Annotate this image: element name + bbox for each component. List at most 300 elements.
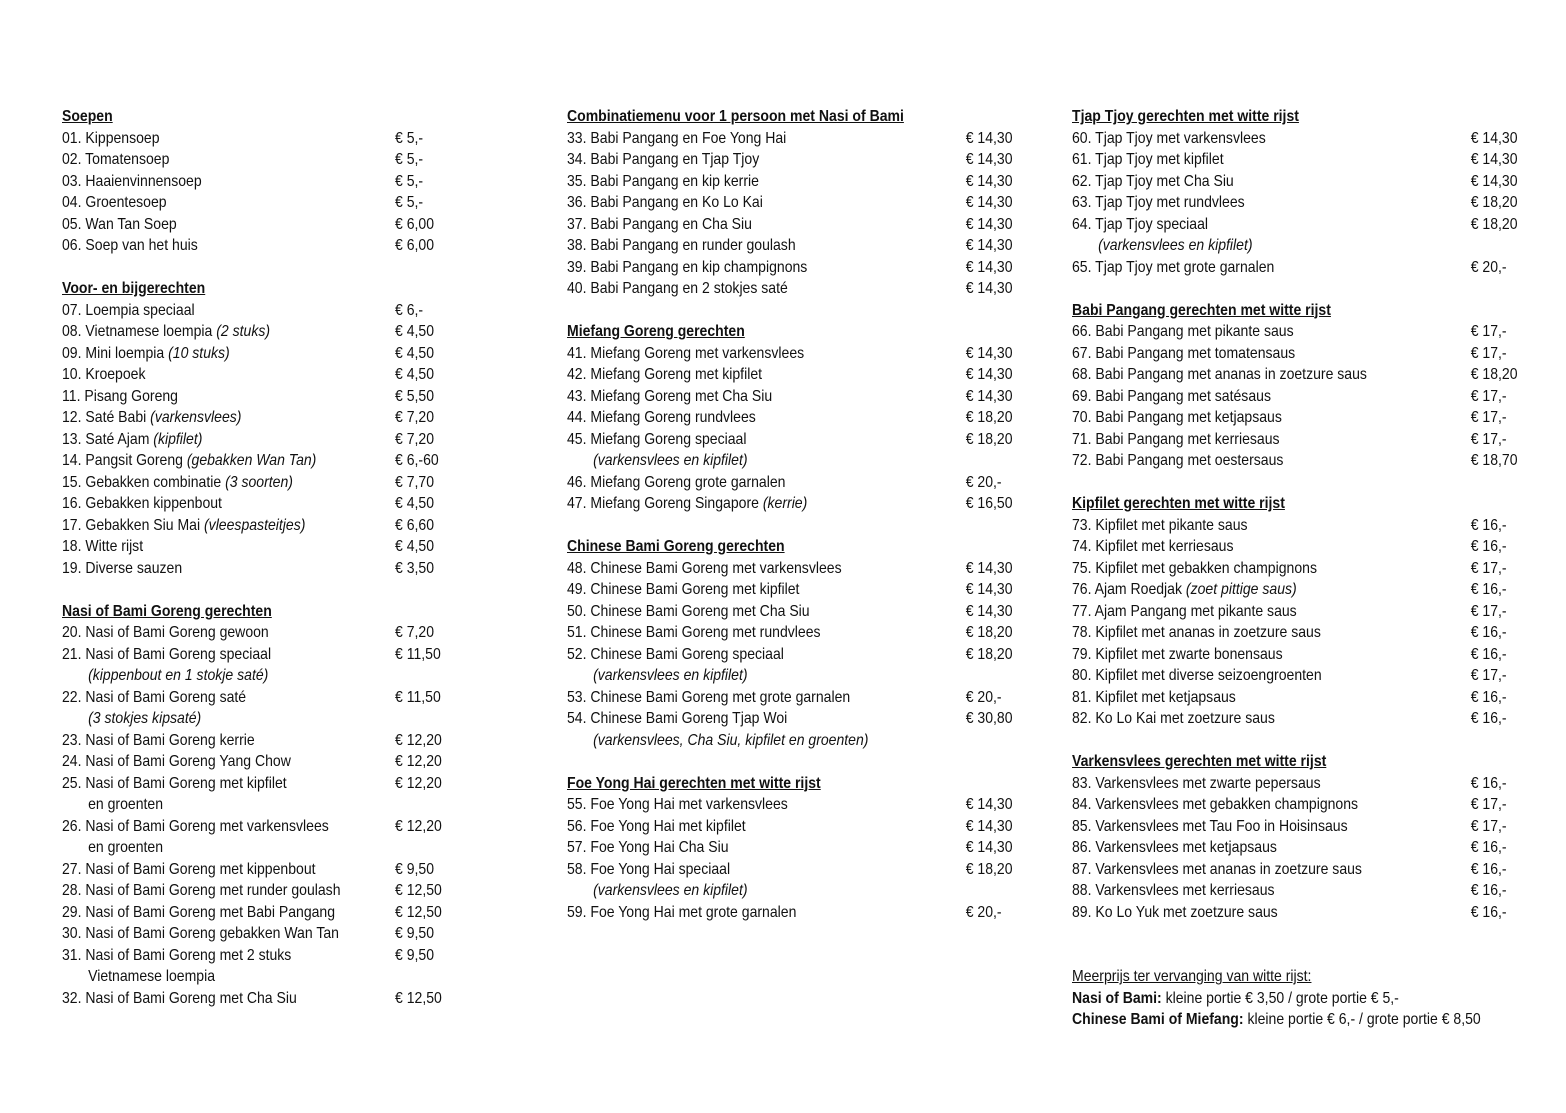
item-price: € 14,30 xyxy=(965,559,1013,577)
menu-item xyxy=(567,407,1013,429)
item-name: 57. Foe Yong Hai Cha Siu xyxy=(567,839,729,856)
item-price: € 14,30 xyxy=(965,839,1013,856)
menu-item xyxy=(62,235,440,257)
item-price: € 20,- xyxy=(965,688,1002,706)
item-name: 67. Babi Pangang met tomatensaus xyxy=(1072,344,1296,362)
section-heading: Kipfilet gerechten met witte rijst xyxy=(1072,495,1285,512)
item-name: 27. Nasi of Bami Goreng met kippenbout xyxy=(62,860,316,878)
item-name: 41. Miefang Goreng met varkensvlees xyxy=(567,344,805,362)
menu-item xyxy=(62,687,440,709)
item-price: € 17,- xyxy=(1470,667,1507,684)
menu-item xyxy=(567,128,1013,150)
menu-item xyxy=(1072,859,1507,881)
item-name: 59. Foe Yong Hai met grote garnalen xyxy=(567,903,797,921)
item-price: € 16,- xyxy=(1470,774,1507,792)
item-name: 66. Babi Pangang met pikante saus xyxy=(1072,323,1294,340)
item-name: 01. Kippensoep xyxy=(62,129,160,147)
item-price: € 16,- xyxy=(1470,710,1507,727)
surcharge-title: Meerprijs ter vervanging van witte rijst: xyxy=(1072,968,1312,985)
item-price: € 14,30 xyxy=(965,387,1013,405)
menu-item xyxy=(62,816,440,838)
item-name: 18. Witte rijst xyxy=(62,538,144,555)
item-name: 82. Ko Lo Kai met zoetzure saus xyxy=(1072,710,1275,727)
menu-section xyxy=(62,601,482,1010)
menu-item xyxy=(62,407,440,429)
menu-item xyxy=(1072,708,1507,730)
menu-item xyxy=(1072,321,1507,343)
item-name: 48. Chinese Bami Goreng met varkensvlees xyxy=(567,559,842,577)
item-price: € 7,20 xyxy=(395,430,435,448)
menu-item xyxy=(1072,128,1518,150)
item-price: € 6,-60 xyxy=(395,452,439,469)
menu-item xyxy=(1072,622,1507,644)
menu-item xyxy=(62,429,440,451)
item-name: 88. Varkensvlees met kerriesaus xyxy=(1072,882,1275,899)
menu-item xyxy=(1072,515,1507,537)
menu-item xyxy=(1072,837,1507,859)
item-name: 33. Babi Pangang en Foe Yong Hai xyxy=(567,129,787,147)
item-price: € 14,30 xyxy=(965,344,1013,362)
menu-item xyxy=(62,300,440,322)
menu-item xyxy=(567,558,1013,580)
item-price: € 5,- xyxy=(395,151,424,168)
item-name: 50. Chinese Bami Goreng met Cha Siu xyxy=(567,602,810,620)
item-name: 04. Groentesoep xyxy=(62,194,167,211)
section-heading: Varkensvlees gerechten met witte rijst xyxy=(1072,753,1327,770)
item-note: (gebakken Wan Tan) xyxy=(186,452,317,469)
item-price: € 16,- xyxy=(1470,903,1507,921)
menu-item xyxy=(1072,558,1507,580)
item-subline: (kippenbout en 1 stokje saté) xyxy=(88,667,269,684)
section-heading: Foe Yong Hai gerechten met witte rijst xyxy=(567,774,821,792)
item-price: € 9,50 xyxy=(395,925,435,942)
item-name: 60. Tjap Tjoy met varkensvlees xyxy=(1072,129,1266,147)
item-name: 63. Tjap Tjoy met rundvlees xyxy=(1072,194,1245,211)
item-subline: (varkensvlees en kipfilet) xyxy=(593,452,748,469)
column-3-sections xyxy=(1072,106,1542,923)
item-name: 10. Kroepoek xyxy=(62,366,146,383)
item-note: (10 stuks) xyxy=(168,344,230,362)
item-price: € 12,50 xyxy=(395,882,442,899)
item-price: € 9,50 xyxy=(395,946,435,964)
item-price: € 17,- xyxy=(1470,430,1507,448)
item-name: 68. Babi Pangang met ananas in zoetzure saus xyxy=(1072,366,1367,383)
section-heading: Chinese Bami Goreng gerechten xyxy=(567,538,785,555)
section-heading: Soepen xyxy=(62,108,113,125)
item-price: € 16,- xyxy=(1470,624,1507,641)
item-price: € 14,30 xyxy=(965,817,1013,835)
item-name: 87. Varkensvlees met ananas in zoetzure saus xyxy=(1072,860,1362,878)
menu-column-3 xyxy=(1072,106,1542,1031)
surcharge-label: Nasi of Bami: xyxy=(1072,989,1162,1007)
item-price: € 12,50 xyxy=(395,903,442,921)
item-subline: en groenten xyxy=(88,839,164,856)
menu-item xyxy=(62,321,440,343)
item-price: € 11,50 xyxy=(395,688,441,706)
item-name: 22. Nasi of Bami Goreng saté xyxy=(62,688,247,706)
menu-item xyxy=(1072,192,1518,214)
menu-item xyxy=(1072,536,1507,558)
item-price: € 4,50 xyxy=(395,323,435,340)
surcharge-note xyxy=(1072,966,1542,1031)
item-name: 12. Saté Babi xyxy=(62,409,147,426)
menu-item xyxy=(567,622,1013,644)
item-name: 61. Tjap Tjoy met kipfilet xyxy=(1072,151,1224,168)
item-price: € 4,50 xyxy=(395,344,435,362)
item-name: 77. Ajam Pangang met pikante saus xyxy=(1072,602,1297,620)
item-name: 25. Nasi of Bami Goreng met kipfilet xyxy=(62,774,287,792)
item-price: € 14,30 xyxy=(965,366,1013,383)
menu-item xyxy=(62,945,440,967)
item-note: (varkensvlees) xyxy=(150,409,242,426)
menu-item xyxy=(62,902,440,924)
item-name: 72. Babi Pangang met oestersaus xyxy=(1072,452,1284,469)
item-price: € 14,30 xyxy=(965,581,1013,598)
item-subline: (varkensvlees en kipfilet) xyxy=(593,882,748,899)
menu-item xyxy=(567,579,1013,601)
item-price: € 18,70 xyxy=(1470,452,1518,469)
menu-item xyxy=(62,364,440,386)
menu-item xyxy=(567,687,1002,709)
menu-item xyxy=(1072,214,1518,236)
menu-column-1 xyxy=(62,106,482,1031)
item-price: € 14,30 xyxy=(965,151,1013,168)
menu-item xyxy=(62,171,440,193)
item-note: (vleespasteitjes) xyxy=(204,516,306,534)
item-price: € 18,20 xyxy=(1470,215,1518,233)
menu-item xyxy=(1072,579,1507,601)
item-name: 74. Kipfilet met kerriesaus xyxy=(1072,538,1234,555)
menu-section xyxy=(567,536,1037,751)
item-name: 73. Kipfilet met pikante saus xyxy=(1072,516,1248,534)
menu-section xyxy=(1072,751,1542,923)
item-subline: (varkensvlees en kipfilet) xyxy=(593,667,748,684)
section-heading: Combinatiemenu voor 1 persoon met Nasi of Bami xyxy=(567,108,904,125)
item-name: 52. Chinese Bami Goreng speciaal xyxy=(567,645,784,663)
item-price: € 20,- xyxy=(965,473,1002,491)
item-name: 26. Nasi of Bami Goreng met varkensvlees xyxy=(62,817,329,835)
menu-item xyxy=(1072,364,1518,386)
menu-item xyxy=(62,515,440,537)
item-name: 54. Chinese Bami Goreng Tjap Woi xyxy=(567,710,788,727)
item-price: € 16,- xyxy=(1470,538,1507,555)
item-price: € 20,- xyxy=(965,903,1002,921)
item-name: 64. Tjap Tjoy speciaal xyxy=(1072,215,1209,233)
menu-item xyxy=(62,923,440,945)
item-price: € 16,- xyxy=(1470,860,1507,878)
item-name: 14. Pangsit Goreng xyxy=(62,452,183,469)
menu-item xyxy=(567,429,1013,451)
menu-item xyxy=(1072,343,1507,365)
menu-item xyxy=(62,214,440,236)
item-price: € 14,30 xyxy=(965,602,1013,620)
item-name: 38. Babi Pangang en runder goulash xyxy=(567,237,796,254)
menu-item xyxy=(62,730,440,752)
section-heading: Nasi of Bami Goreng gerechten xyxy=(62,602,272,620)
surcharge-text: kleine portie € 6,- / grote portie € 8,50 xyxy=(1243,1011,1481,1028)
menu-item xyxy=(1072,880,1507,902)
item-price: € 16,- xyxy=(1470,581,1507,598)
item-price: € 14,30 xyxy=(965,258,1013,276)
item-price: € 6,00 xyxy=(395,237,435,254)
item-name: 43. Miefang Goreng met Cha Siu xyxy=(567,387,773,405)
item-price: € 17,- xyxy=(1470,559,1507,577)
menu-item xyxy=(1072,665,1507,687)
item-name: 71. Babi Pangang met kerriesaus xyxy=(1072,430,1280,448)
menu-section xyxy=(1072,493,1542,730)
surcharge-text: kleine portie € 3,50 / grote portie € 5,- xyxy=(1161,989,1399,1007)
item-price: € 17,- xyxy=(1470,323,1507,340)
item-name: 21. Nasi of Bami Goreng speciaal xyxy=(62,645,272,663)
menu-item xyxy=(62,149,440,171)
item-name: 86. Varkensvlees met ketjapsaus xyxy=(1072,839,1277,856)
item-price: € 12,20 xyxy=(395,753,442,770)
section-heading: Babi Pangang gerechten met witte rijst xyxy=(1072,301,1331,319)
item-price: € 5,- xyxy=(395,129,424,147)
item-price: € 14,30 xyxy=(1470,172,1518,190)
item-price: € 14,30 xyxy=(965,280,1013,297)
menu-item xyxy=(567,859,1013,881)
item-name: 58. Foe Yong Hai speciaal xyxy=(567,860,731,878)
item-name: 69. Babi Pangang met satésaus xyxy=(1072,387,1271,405)
item-price: € 16,- xyxy=(1470,516,1507,534)
item-price: € 6,00 xyxy=(395,215,435,233)
menu-column-2 xyxy=(567,106,1037,945)
item-subline: Vietnamese loempia xyxy=(88,968,216,985)
item-price: € 5,50 xyxy=(395,387,435,405)
menu-item xyxy=(62,536,440,558)
item-price: € 5,- xyxy=(395,194,424,211)
item-name: 28. Nasi of Bami Goreng met runder goulash xyxy=(62,882,341,899)
menu-section xyxy=(62,278,482,579)
item-price: € 18,20 xyxy=(965,409,1013,426)
item-price: € 12,20 xyxy=(395,817,442,835)
item-name: 15. Gebakken combinatie xyxy=(62,473,222,491)
item-name: 47. Miefang Goreng Singapore xyxy=(567,495,759,512)
item-price: € 17,- xyxy=(1470,796,1507,813)
menu-item xyxy=(567,794,1013,816)
item-name: 05. Wan Tan Soep xyxy=(62,215,177,233)
item-name: 84. Varkensvlees met gebakken champignons xyxy=(1072,796,1359,813)
section-heading: Miefang Goreng gerechten xyxy=(567,323,745,340)
menu-item xyxy=(62,859,440,881)
item-note: (kerrie) xyxy=(762,495,808,512)
menu-item xyxy=(62,472,440,494)
item-name: 30. Nasi of Bami Goreng gebakken Wan Tan xyxy=(62,925,339,942)
item-name: 65. Tjap Tjoy met grote garnalen xyxy=(1072,258,1275,276)
item-note: (2 stuks) xyxy=(216,323,271,340)
item-name: 11. Pisang Goreng xyxy=(62,387,179,405)
item-price: € 3,50 xyxy=(395,559,435,577)
item-name: 09. Mini loempia xyxy=(62,344,165,362)
item-name: 29. Nasi of Bami Goreng met Babi Pangang xyxy=(62,903,336,921)
item-name: 20. Nasi of Bami Goreng gewoon xyxy=(62,624,269,641)
menu-item xyxy=(567,837,1013,859)
menu-item xyxy=(1072,429,1507,451)
item-name: 81. Kipfilet met ketjapsaus xyxy=(1072,688,1236,706)
item-price: € 16,- xyxy=(1470,882,1507,899)
menu-item xyxy=(567,386,1013,408)
item-name: 03. Haaienvinnensoep xyxy=(62,172,202,190)
item-subline: (3 stokjes kipsaté) xyxy=(88,710,202,727)
item-name: 70. Babi Pangang met ketjapsaus xyxy=(1072,409,1282,426)
item-note: (zoet pittige saus) xyxy=(1185,581,1297,598)
item-name: 45. Miefang Goreng speciaal xyxy=(567,430,747,448)
item-price: € 16,- xyxy=(1470,645,1507,663)
menu-item xyxy=(567,235,1013,257)
menu-item xyxy=(62,644,440,666)
item-price: € 16,- xyxy=(1470,688,1507,706)
menu-item xyxy=(567,601,1013,623)
menu-item xyxy=(567,644,1013,666)
menu-section xyxy=(567,773,1037,924)
item-name: 13. Saté Ajam xyxy=(62,430,150,448)
item-price: € 12,50 xyxy=(395,989,442,1007)
surcharge-label: Chinese Bami of Miefang: xyxy=(1072,1011,1244,1028)
item-name: 31. Nasi of Bami Goreng met 2 stuks xyxy=(62,946,292,964)
item-price: € 18,20 xyxy=(965,430,1013,448)
menu-item xyxy=(1072,902,1507,924)
item-price: € 6,60 xyxy=(395,516,435,534)
menu-item xyxy=(567,343,1013,365)
item-name: 36. Babi Pangang en Ko Lo Kai xyxy=(567,194,763,211)
menu-item xyxy=(567,708,1013,730)
item-price: € 11,50 xyxy=(395,645,441,663)
item-price: € 4,50 xyxy=(395,538,435,555)
item-name: 07. Loempia speciaal xyxy=(62,301,195,319)
item-subline: en groenten xyxy=(88,796,164,813)
item-price: € 18,20 xyxy=(965,645,1013,663)
item-name: 24. Nasi of Bami Goreng Yang Chow xyxy=(62,753,291,770)
item-name: 42. Miefang Goreng met kipfilet xyxy=(567,366,763,383)
item-price: € 18,20 xyxy=(965,860,1013,878)
item-name: 78. Kipfilet met ananas in zoetzure saus xyxy=(1072,624,1321,641)
item-name: 16. Gebakken kippenbout xyxy=(62,495,222,512)
menu-item xyxy=(567,192,1013,214)
item-price: € 14,30 xyxy=(965,237,1013,254)
item-name: 40. Babi Pangang en 2 stokjes saté xyxy=(567,280,788,297)
menu-item xyxy=(1072,407,1507,429)
item-price: € 18,20 xyxy=(1470,194,1518,211)
item-name: 34. Babi Pangang en Tjap Tjoy xyxy=(567,151,760,168)
menu-item xyxy=(1072,171,1518,193)
item-note: (3 soorten) xyxy=(225,473,293,491)
menu-section xyxy=(567,321,1037,515)
item-name: 44. Miefang Goreng rundvlees xyxy=(567,409,756,426)
menu-item xyxy=(567,257,1013,279)
menu-item xyxy=(1072,794,1507,816)
menu-item xyxy=(62,622,440,644)
menu-item xyxy=(567,364,1013,386)
menu-section xyxy=(1072,106,1542,278)
item-name: 53. Chinese Bami Goreng met grote garnalen xyxy=(567,688,851,706)
surcharge-line-nasi-bami xyxy=(1072,988,1495,1010)
item-name: 08. Vietnamese loempia xyxy=(62,323,213,340)
menu-item xyxy=(1072,450,1518,472)
item-name: 23. Nasi of Bami Goreng kerrie xyxy=(62,731,255,749)
menu-item xyxy=(62,386,440,408)
item-price: € 14,30 xyxy=(965,194,1013,211)
item-price: € 7,70 xyxy=(395,473,435,491)
item-price: € 4,50 xyxy=(395,495,435,512)
item-price: € 12,20 xyxy=(395,774,442,792)
menu-item xyxy=(62,450,440,472)
menu-item xyxy=(1072,257,1507,279)
item-name: 83. Varkensvlees met zwarte pepersaus xyxy=(1072,774,1321,792)
menu-item xyxy=(567,278,1013,300)
item-price: € 14,30 xyxy=(1470,151,1518,168)
item-price: € 14,30 xyxy=(965,172,1013,190)
item-price: € 20,- xyxy=(1470,258,1507,276)
spacer xyxy=(1072,923,1542,966)
item-price: € 18,20 xyxy=(965,624,1013,641)
menu-item xyxy=(567,171,1013,193)
item-price: € 30,80 xyxy=(965,710,1013,727)
item-price: € 4,50 xyxy=(395,366,435,383)
item-price: € 7,20 xyxy=(395,409,435,426)
item-name: 85. Varkensvlees met Tau Foo in Hoisinsaus xyxy=(1072,817,1348,835)
section-heading: Tjap Tjoy gerechten met witte rijst xyxy=(1072,108,1299,125)
item-price: € 17,- xyxy=(1470,409,1507,426)
item-price: € 14,30 xyxy=(965,796,1013,813)
item-subline: (varkensvlees en kipfilet) xyxy=(1098,237,1253,254)
item-price: € 14,30 xyxy=(1470,129,1518,147)
item-name: 75. Kipfilet met gebakken champignons xyxy=(1072,559,1317,577)
item-name: 62. Tjap Tjoy met Cha Siu xyxy=(1072,172,1234,190)
menu-item xyxy=(1072,386,1507,408)
item-name: 49. Chinese Bami Goreng met kipfilet xyxy=(567,581,800,598)
item-name: 06. Soep van het huis xyxy=(62,237,198,254)
item-price: € 7,20 xyxy=(395,624,435,641)
item-name: 35. Babi Pangang en kip kerrie xyxy=(567,172,759,190)
menu-item xyxy=(567,214,1013,236)
item-name: 79. Kipfilet met zwarte bonensaus xyxy=(1072,645,1283,663)
item-price: € 9,50 xyxy=(395,860,435,878)
item-name: 02. Tomatensoep xyxy=(62,151,170,168)
menu-item xyxy=(1072,816,1507,838)
item-price: € 14,30 xyxy=(965,129,1013,147)
menu-section xyxy=(567,106,1037,300)
menu-item xyxy=(62,751,440,773)
menu-item xyxy=(62,192,440,214)
item-price: € 16,50 xyxy=(965,495,1013,512)
item-note: (kipfilet) xyxy=(153,430,203,448)
item-price: € 17,- xyxy=(1470,387,1507,405)
menu-item xyxy=(1072,687,1507,709)
menu-section xyxy=(62,106,482,257)
menu-item xyxy=(1072,601,1507,623)
menu-item xyxy=(567,816,1013,838)
menu-item xyxy=(567,493,1013,515)
item-price: € 5,- xyxy=(395,172,424,190)
item-name: 55. Foe Yong Hai met varkensvlees xyxy=(567,796,788,813)
menu-item xyxy=(567,472,1002,494)
menu-item xyxy=(62,343,440,365)
item-name: 19. Diverse sauzen xyxy=(62,559,183,577)
item-name: 89. Ko Lo Yuk met zoetzure saus xyxy=(1072,903,1278,921)
menu-item xyxy=(62,988,440,1010)
section-heading: Voor- en bijgerechten xyxy=(62,280,206,297)
item-price: € 12,20 xyxy=(395,731,442,749)
menu-item xyxy=(62,558,440,580)
item-price: € 17,- xyxy=(1470,344,1507,362)
item-price: € 18,20 xyxy=(1470,366,1518,383)
item-name: 46. Miefang Goreng grote garnalen xyxy=(567,473,786,491)
item-price: € 6,- xyxy=(395,301,424,319)
item-name: 39. Babi Pangang en kip champignons xyxy=(567,258,808,276)
item-name: 17. Gebakken Siu Mai xyxy=(62,516,201,534)
menu-item xyxy=(62,880,440,902)
